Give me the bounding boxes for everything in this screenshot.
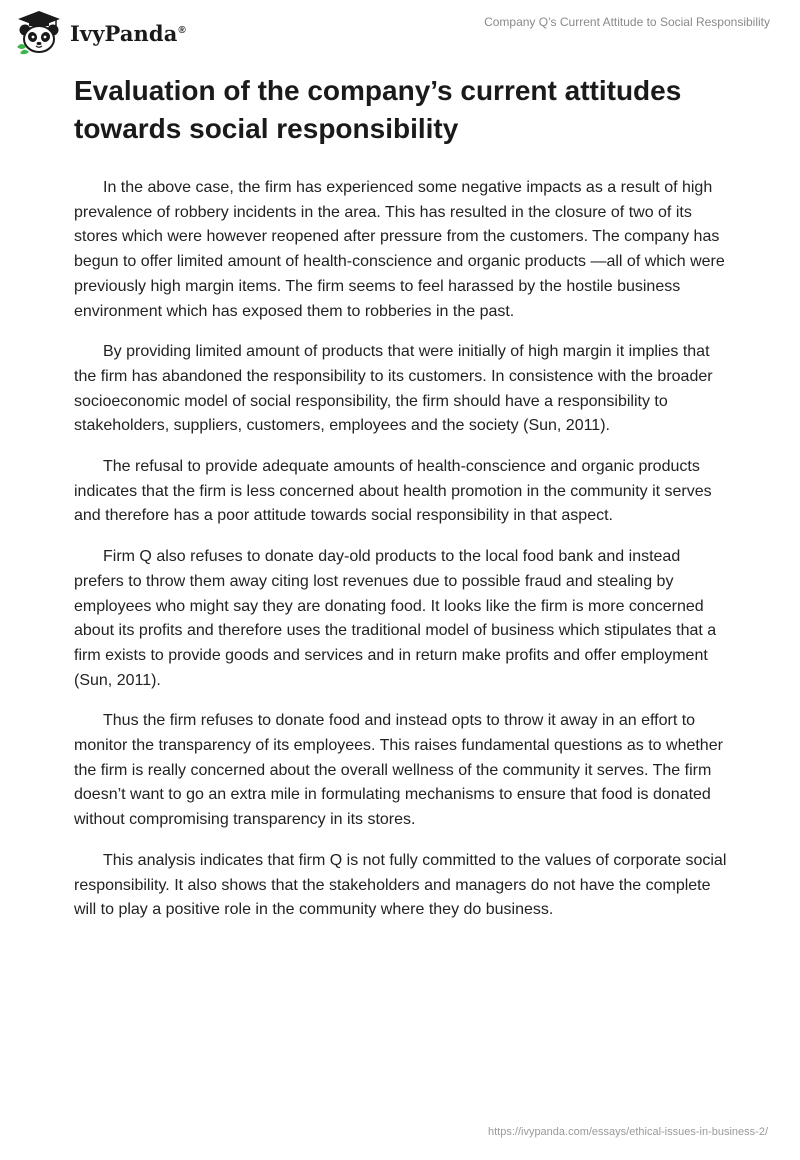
- brand-name: IvyPanda®: [70, 20, 186, 46]
- paragraph: By providing limited amount of products that were initially of high margin it implies that the firm has abandoned the responsibility to its customers. In consistence with the broader socioeconomic model of social responsibility, the firm should have a responsibility to stakeholders, suppliers, customers, employees and the society (Sun, 2011).: [74, 343, 713, 435]
- paragraph: In the above case, the firm has experienced some negative impacts as a result of high prevalence of robbery incidents in the area. This has resulted in the closure of two of its stores which were however reopened after pressure from the customers. The company has begun to offer limited amount of health-conscience and organic products —all of which were previously high margin items. The firm seems to feel harassed by the hostile business environment which has exposed them to robberies in the past.: [74, 179, 725, 320]
- article-body: [74, 72, 734, 939]
- paragraph: Firm Q also refuses to donate day-old products to the local food bank and instead prefers to throw them away citing lost revenues due to possible fraud and stealing by employees who might say they are donating food. It looks like the firm is more concerned about its profits and therefore uses the traditional model of business which stipulates that a firm exists to provide goods and services and in return make profits and offer employment (Sun, 2011).: [74, 548, 717, 689]
- panda-graduate-icon: [14, 9, 64, 55]
- page-header: [0, 0, 800, 60]
- ivypanda-logo[interactable]: [14, 9, 186, 55]
- paragraph: Thus the firm refuses to donate food and instead opts to throw it away in an effort to monitor the transparency of its employees. This raises fundamental questions as to whether the firm is really concerned about the overall wellness of the community it serves. The firm doesn’t want to go an extra mile in formulating mechanisms to ensure that food is donated without compromising transparency in its stores.: [74, 712, 723, 829]
- running-title: Company Q’s Current Attitude to Social Responsibility: [484, 15, 770, 29]
- article-title: Evaluation of the company’s current attitudes towards social responsibility: [74, 75, 682, 144]
- source-url[interactable]: https://ivypanda.com/essays/ethical-issues-in-business-2/: [487, 1126, 768, 1138]
- paragraph: The refusal to provide adequate amounts of health-conscience and organic products indicates that the firm is less concerned about health promotion in the community it serves and therefore has a poor attitude towards social responsibility in that aspect.: [74, 458, 712, 525]
- paragraph: This analysis indicates that firm Q is not fully committed to the values of corporate social responsibility. It also shows that the stakeholders and managers do not have the complete will to play a positive role in the community where they do business.: [74, 851, 727, 919]
- registered-mark: ®: [178, 24, 186, 36]
